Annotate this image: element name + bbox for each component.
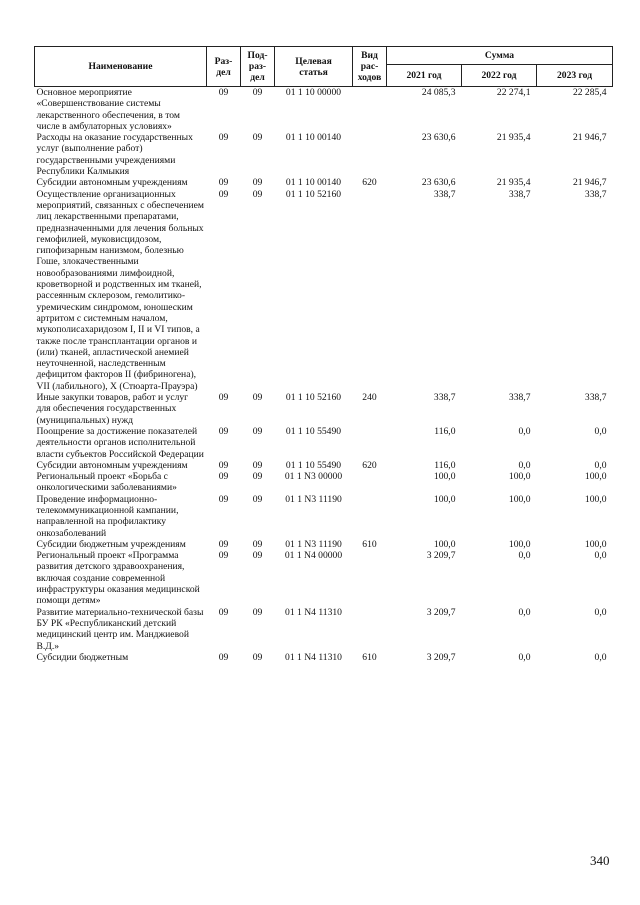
table-row — [35, 460, 613, 471]
cell-vr — [353, 87, 387, 133]
cell-rz: 09 — [218, 392, 229, 404]
cell-vr — [353, 607, 387, 652]
cell-s2023: 0,0 — [594, 606, 607, 618]
cell-s2022: 22 274,1 — [496, 87, 531, 98]
cell-name: Поощрение за достижение показателей деятельности органов исполнительной власти субъектов Российской Федерации — [36, 425, 204, 460]
table-body — [35, 87, 613, 664]
cell-s2021: 24 085,3 — [421, 87, 456, 98]
cell-vr: 610 — [362, 651, 377, 663]
header-target: Целевая статья — [275, 47, 353, 87]
cell-vr — [353, 494, 387, 539]
cell-s2022: 0,0 — [518, 459, 531, 471]
cell-cs: 01 1 N3 11190 — [285, 493, 342, 505]
cell-rz: 09 — [218, 538, 229, 550]
cell-s2022: 0,0 — [518, 606, 531, 618]
cell-s2021: 116,0 — [434, 459, 456, 471]
cell-s2021: 338,7 — [433, 392, 456, 404]
cell-pr: 09 — [252, 651, 263, 663]
cell-name: Региональный проект «Борьба с онкологическими заболеваниями» — [36, 471, 177, 494]
table-row — [35, 494, 613, 539]
header-summa: Сумма — [387, 47, 613, 65]
cell-s2021: 100,0 — [433, 538, 456, 550]
cell-vr: 240 — [362, 392, 377, 404]
cell-name: Региональный проект «Программа развития детского здравоохранения, включая создание современной инфраструктуры оказания медицинской помощи детям» — [36, 550, 200, 607]
cell-s2021: 3 209,7 — [426, 550, 456, 562]
cell-s2021: 100,0 — [433, 493, 456, 505]
header-vid: Вид рас- ходов — [353, 47, 387, 87]
cell-s2023: 21 946,7 — [572, 177, 607, 189]
cell-vr — [353, 189, 387, 392]
page-number: 340 — [590, 853, 610, 868]
cell-pr: 09 — [252, 425, 263, 437]
header-2021: 2021 год — [387, 65, 462, 87]
cell-rz: 09 — [218, 87, 229, 98]
cell-s2022: 21 935,4 — [496, 177, 531, 189]
cell-s2023: 0,0 — [594, 425, 607, 437]
cell-pr: 09 — [252, 132, 263, 144]
cell-s2023: 21 946,7 — [572, 132, 607, 144]
cell-pr: 09 — [252, 177, 263, 189]
cell-s2021: 338,7 — [433, 188, 456, 200]
cell-cs: 01 1 10 52160 — [285, 188, 342, 200]
table-row — [35, 539, 613, 550]
cell-name: Субсидии бюджетным учреждениям — [36, 538, 186, 550]
cell-cs: 01 1 10 55490 — [285, 459, 342, 471]
cell-s2022: 21 935,4 — [496, 132, 531, 144]
table-row — [35, 189, 613, 392]
cell-cs: 01 1 10 55490 — [285, 425, 342, 437]
cell-pr: 09 — [252, 550, 263, 562]
cell-s2022: 338,7 — [508, 392, 531, 404]
cell-name: Проведение информационно-телекоммуникационной кампании, направленной на профилактику онкозаболеваний — [36, 493, 179, 539]
cell-cs: 01 1 N4 11310 — [285, 606, 342, 618]
cell-vr: 610 — [362, 538, 377, 550]
cell-cs: 01 1 10 00000 — [285, 87, 342, 98]
budget-table-page — [34, 46, 612, 663]
cell-rz: 09 — [218, 425, 229, 437]
cell-rz: 09 — [218, 651, 229, 663]
budget-table — [34, 46, 613, 663]
cell-s2023: 100,0 — [584, 493, 607, 505]
table-row — [35, 132, 613, 177]
cell-cs: 01 1 N3 11190 — [285, 538, 342, 550]
cell-vr: 620 — [362, 459, 377, 471]
cell-s2023: 0,0 — [594, 459, 607, 471]
header-2022: 2022 год — [462, 65, 537, 87]
cell-cs: 01 1 10 00140 — [285, 132, 342, 144]
header-2023: 2023 год — [537, 65, 613, 87]
cell-vr — [353, 550, 387, 606]
cell-name: Расходы на оказание государственных услуг (выполнение работ) государственными учреждениями Республики Калмыкия — [36, 132, 193, 178]
cell-s2022: 0,0 — [518, 550, 531, 562]
cell-name: Субсидии автономным учреждениям — [36, 177, 188, 189]
cell-s2022: 0,0 — [518, 425, 531, 437]
cell-pr: 09 — [252, 493, 263, 505]
cell-s2023: 338,7 — [584, 188, 607, 200]
cell-name: Субсидии автономным учреждениям — [36, 459, 188, 471]
cell-name: Субсидии бюджетным — [36, 651, 129, 663]
cell-pr: 09 — [252, 538, 263, 550]
table-row — [35, 426, 613, 460]
cell-s2023: 0,0 — [594, 550, 607, 562]
cell-s2023: 0,0 — [594, 651, 607, 663]
cell-s2022: 100,0 — [508, 471, 531, 483]
cell-s2023: 100,0 — [584, 471, 607, 483]
cell-name: Иные закупки товаров, работ и услуг для обеспечения государственных (муниципальных) нужд — [36, 392, 189, 426]
cell-s2023: 22 285,4 — [572, 87, 607, 98]
cell-cs: 01 1 N3 00000 — [284, 471, 343, 483]
cell-pr: 09 — [252, 392, 263, 404]
header-podrazdel: Под- раз- дел — [241, 47, 275, 87]
cell-rz: 09 — [218, 177, 229, 189]
cell-name: Основное мероприятие «Совершенствование системы лекарственного обеспечения, в том числе в амбулаторных условиях» — [36, 87, 180, 132]
cell-s2021: 23 630,6 — [421, 177, 456, 189]
cell-pr: 09 — [252, 471, 263, 483]
cell-s2022: 0,0 — [518, 651, 531, 663]
cell-name: Развитие материально-технической базы БУ РК «Республиканский детский медицинский центр им. Манджиевой В.Д.» — [36, 606, 204, 652]
cell-s2022: 338,7 — [508, 188, 531, 200]
cell-pr: 09 — [252, 87, 263, 98]
cell-s2021: 3 209,7 — [426, 651, 456, 663]
cell-rz: 09 — [218, 459, 229, 471]
cell-vr: 620 — [362, 177, 377, 189]
table-row — [35, 607, 613, 652]
cell-s2022: 100,0 — [508, 538, 531, 550]
cell-rz: 09 — [218, 132, 229, 144]
cell-rz: 09 — [218, 188, 229, 200]
cell-vr — [353, 426, 387, 460]
cell-pr: 09 — [252, 188, 263, 200]
cell-cs: 01 1 N4 11310 — [285, 651, 342, 663]
header-name: Наименование — [35, 47, 207, 87]
cell-s2021: 3 209,7 — [426, 606, 456, 618]
cell-rz: 09 — [218, 606, 229, 618]
cell-cs: 01 1 10 52160 — [285, 392, 342, 404]
cell-pr: 09 — [252, 606, 263, 618]
table-row — [35, 392, 613, 426]
cell-vr — [353, 132, 387, 177]
cell-s2021: 116,0 — [434, 425, 456, 437]
cell-cs: 01 1 10 00140 — [285, 177, 342, 189]
table-row — [35, 550, 613, 606]
cell-rz: 09 — [218, 471, 229, 483]
cell-s2021: 23 630,6 — [421, 132, 456, 144]
cell-pr: 09 — [252, 459, 263, 471]
cell-rz: 09 — [218, 550, 229, 562]
header-razdel: Раз- дел — [207, 47, 241, 87]
cell-s2021: 100,0 — [433, 471, 456, 483]
cell-s2023: 100,0 — [584, 538, 607, 550]
cell-cs: 01 1 N4 00000 — [284, 550, 343, 562]
cell-rz: 09 — [218, 493, 229, 505]
table-row — [35, 652, 613, 663]
cell-name: Осуществление организационных мероприятий, связанных с обеспечением лиц лекарственными препаратами, предназначенными для лечения больных гемофилией, муковисцидозом, гипофизарным нанизмом, болезнью Гоше, злокачественными новообразованиями лимфоидной, кроветворной и родственных им тканей, рассеянным склерозом, гемолитико-уремическим синдромом, юношеским артритом с системным началом, мукополисахаридозом I, II и VI типов, а также после трансплантации органов и (или) тканей, апластической анемией неуточненной, наследственным дефицитом факторов II (фибриногена), VII (лабильного), X (Стюарта-Прауэра) — [36, 188, 204, 392]
cell-vr — [353, 471, 387, 494]
cell-s2022: 100,0 — [508, 493, 531, 505]
table-row — [35, 471, 613, 494]
cell-s2023: 338,7 — [584, 392, 607, 404]
table-row — [35, 87, 613, 133]
table-row — [35, 177, 613, 188]
